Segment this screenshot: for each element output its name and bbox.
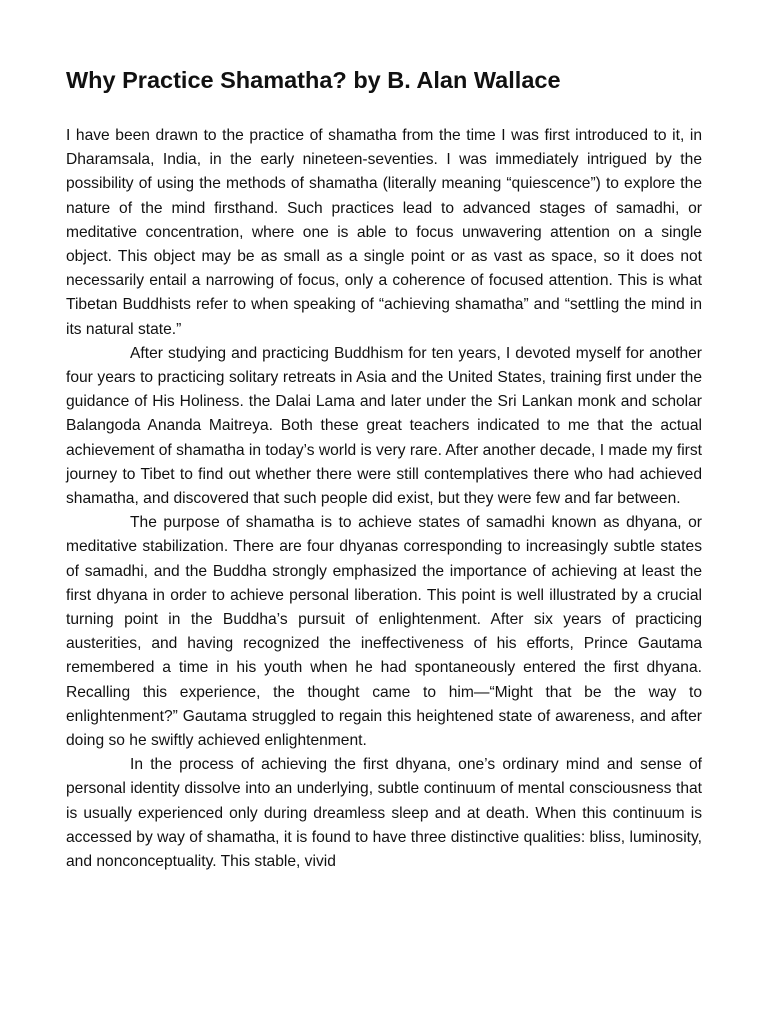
- page-title: Why Practice Shamatha? by B. Alan Wallace: [66, 67, 561, 93]
- document-body: [66, 124, 702, 874]
- paragraph-2: After studying and practicing Buddhism for ten years, I devoted myself for another four years to practicing solitary retreats in Asia and the United States, training first under the guidance of His Holiness. the Dalai Lama and later under the Sri Lankan monk and scholar Balangoda Ananda Maitreya. Both these great teachers indicated to me that the actual achievement of shamatha in today’s world is very rare. After another decade, I made my first journey to Tibet to find out whether there were still contemplatives there who had achieved shamatha, and discovered that such people did exist, but they were few and far between.: [66, 344, 702, 508]
- paragraph-3-text-b: , or meditative stabilization. There are four dhyanas corresponding to increasingly subtle states of samadhi, and the Buddha strongly emphasized the importance of achieving at least the first dhyana in order to achieve personal liberation. This point is well illustrated by a crucial turning point in the Buddha’s pursuit of enlightenment. After six years of practicing austerities, and having recognized the ineffectiveness of his efforts, Prince Gautama remembered a time in his youth when he had spontaneously entered the first dhyana. Recalling this experience, the thought came to him—“Might that be the way to enlightenment?” Gautama struggled to regain this heightened state of awareness, and after doing so he swiftly achieved enlightenment.: [66, 514, 703, 750]
- paragraph-1: I have been drawn to the practice of shamatha from the time I was first introduced to it, in Dharamsala, India, in the early nineteen-seventies. I was immediately intrigued by the possibility of using the methods of shamatha (literally meaning “quiescence”) to explore the nature of the mind firsthand. Such practices lead to advanced stages of samadhi, or meditative concentration, where one is able to focus unwavering attention on a single object. This object may be as small as a single point or as vast as space, so it does not necessarily entail a narrowing of focus, only a coherence of focused attention. This is what Tibetan Buddhists refer to when speaking of “achieving shamatha” and “settling the mind in its natural state.”: [66, 127, 702, 338]
- paragraph-4: In the process of achieving the first dhyana, one’s ordinary mind and sense of personal identity dissolve into an underlying, subtle continuum of mental consciousness that is usually experienced only during dreamless sleep and at death. When this continuum is accessed by way of shamatha, it is found to have three distinctive qualities: bliss, luminosity, and nonconceptuality. This stable, vivid: [66, 756, 702, 871]
- dhyana-emphasis: dhyana: [626, 514, 678, 532]
- paragraph-3-text-a: The purpose of shamatha is to achieve states of samadhi known as: [130, 514, 627, 532]
- paragraph-3: [66, 511, 702, 753]
